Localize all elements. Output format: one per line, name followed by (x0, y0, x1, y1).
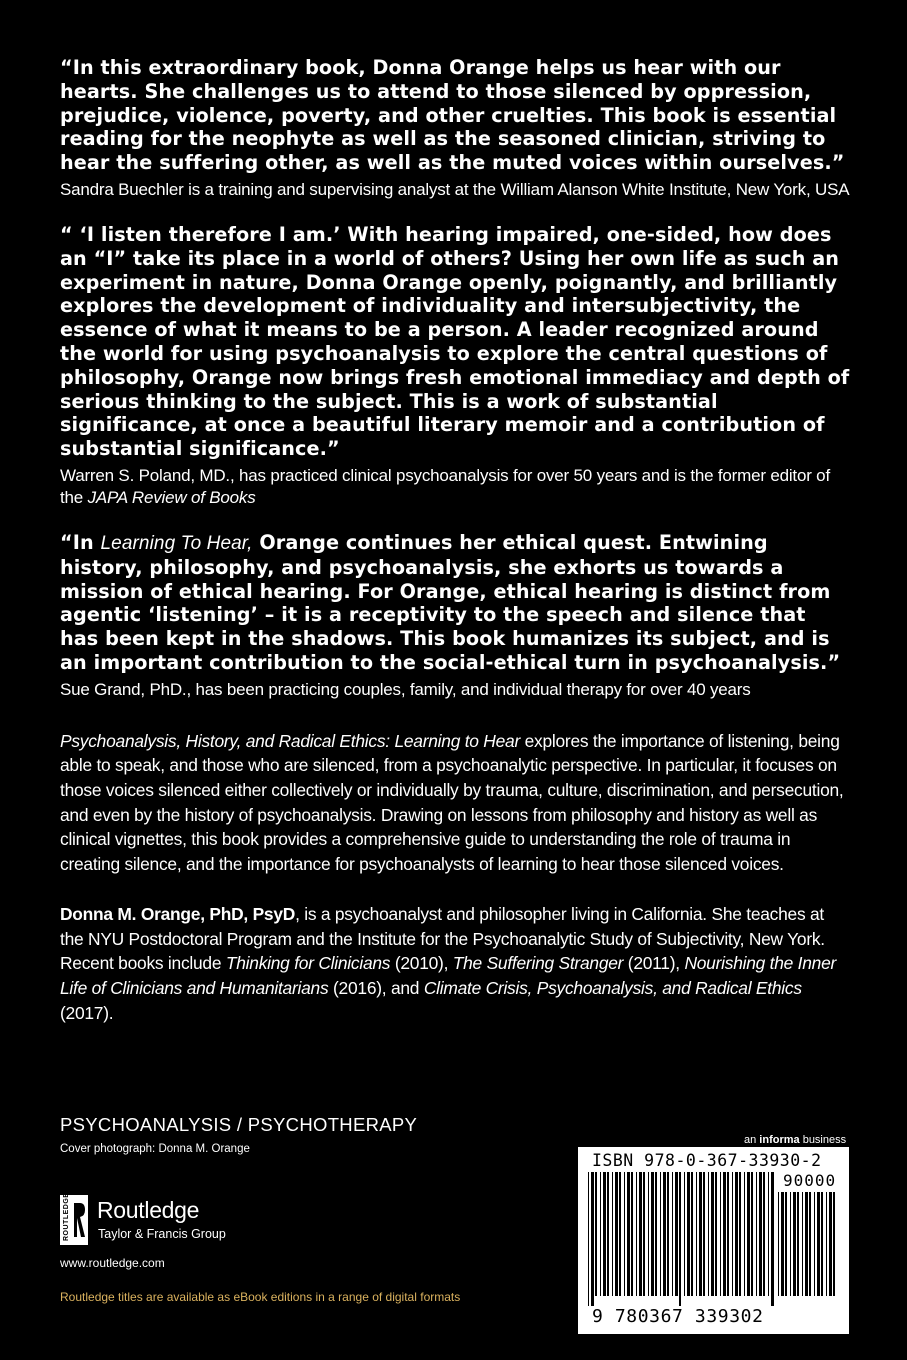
barcode-bar (684, 1172, 685, 1296)
endorsement-attribution: Warren S. Poland, MD., has practiced clinical psychoanalysis for over 50 years and is the former editor of the JAPA Review of Books (60, 465, 830, 507)
endorsement-3 (60, 531, 850, 701)
barcode-bar (809, 1192, 811, 1296)
ean-number: 9 780367 339302 (592, 1306, 764, 1327)
endorsement-quote: “ ‘I listen therefore I am.’ With hearing impaired, one-sided, how does an “I” take its place in a world of others? Using her own life as such an experiment in nature, Donna Orange openly, poignantly, and brilliantly explores the development of individuality and intersubjectivity, the essence of what it means to be a person. A leader recognized around the world for using psychoanalysis to explore the central questions of philosophy, Orange now brings fresh emotional immediacy and depth of serious thinking to the subject. This is a work of substantial significance, at once a beautiful literary memoir and a contribution of substantial significance.” (60, 222, 850, 461)
subject-category: PSYCHOANALYSIS / PSYCHOTHERAPY (60, 1114, 418, 1135)
endorsement-attribution: Sue Grand, PhD., has been practicing couples, family, and individual therapy for over 40 years (60, 679, 751, 699)
barcode-bar (600, 1172, 601, 1296)
publisher-name: Routledge (97, 1197, 200, 1223)
barcode-bar (785, 1192, 787, 1296)
barcode-bar (679, 1172, 681, 1306)
barcode-bar (636, 1172, 637, 1296)
endorsement-quote: “In this extraordinary book, Donna Orange helps us hear with our hearts. She challenges us to attend to those silenced by oppression, prejudice, violence, poverty, and other cruelties. This book is essential reading for the neophyte as well as the seasoned clinician, striving to hear the suffering other, as well as the muted voices within ourselves.” (60, 56, 845, 175)
barcode-bar (639, 1172, 642, 1296)
barcode-bar (744, 1172, 745, 1296)
barcode-bar (756, 1172, 757, 1296)
book-title: Learning To Hear, (100, 532, 253, 554)
barcode-bar (805, 1192, 808, 1296)
barcode-bar (814, 1192, 815, 1296)
barcode-bar (826, 1192, 827, 1296)
barcode-bar (624, 1172, 625, 1296)
barcode-bar (691, 1172, 693, 1296)
barcode-bar (732, 1172, 733, 1296)
barcode-bar (660, 1172, 661, 1296)
barcode-bar (595, 1172, 597, 1296)
journal-title: JAPA Review of Books (87, 487, 256, 507)
endorsement-2 (60, 223, 850, 509)
barcode-bar (663, 1172, 666, 1296)
barcode-bar (790, 1192, 791, 1296)
barcode-bar (631, 1172, 633, 1296)
barcode-addon-number: 90000 (783, 1171, 837, 1190)
barcode-bar (793, 1192, 796, 1296)
barcode-bar (643, 1172, 645, 1296)
barcode-bar (781, 1192, 784, 1296)
barcode-bar (802, 1192, 803, 1296)
barcode-bar (655, 1172, 657, 1296)
isbn-barcode (578, 1147, 849, 1334)
barcode-bar (727, 1172, 729, 1296)
barcode-bar (591, 1172, 594, 1306)
back-cover-content (60, 56, 850, 1025)
barcode-bar (797, 1192, 799, 1296)
ebook-note: Routledge titles are available as eBook editions in a range of digital formats (60, 1290, 461, 1304)
barcode-bar (771, 1172, 774, 1306)
barcode-bar (648, 1172, 649, 1296)
barcode-bar (715, 1172, 717, 1296)
barcode-bar (696, 1172, 697, 1296)
ean-barcode-bars (588, 1172, 774, 1306)
author-bio: Donna M. Orange, PhD, PsyD, is a psychoanalyst and philosopher living in California. She teaches at the NYU Postdoctoral Program and the Institute for the Psychoanalytic Study of Subjectivity, New York. Recent books include Thinking for Clinicians (2010), The Suffering Stranger (2011), Nourishing the Inner Life of Clinicians and Humanitarians (2016), and Climate Crisis, Psychoanalysis, and Radical Ethics (2017). (60, 904, 837, 1023)
barcode-bar (615, 1172, 618, 1296)
addon-barcode-bars (778, 1192, 840, 1306)
routledge-r-icon: ROUTLEDGE (60, 1195, 88, 1245)
barcode-bar (607, 1172, 609, 1296)
isbn-number: ISBN 978-0-367-33930-2 (592, 1151, 822, 1170)
barcode-bar (720, 1172, 721, 1296)
barcode-bar (708, 1172, 709, 1296)
book-title: Psychoanalysis, History, and Radical Ethics: Learning to Hear (60, 730, 520, 751)
barcode-bar (699, 1172, 702, 1296)
barcode-bar (747, 1172, 750, 1296)
barcode-bar (687, 1172, 690, 1296)
endorsement-1 (60, 56, 850, 201)
barcode-bar (817, 1192, 820, 1296)
barcode-bar (833, 1192, 835, 1296)
barcode-bar (829, 1192, 832, 1296)
barcode-bar (675, 1172, 678, 1296)
endorsement-attribution: Sandra Buechler is a training and supervising analyst at the William Alanson White Institute, New York, USA (60, 179, 850, 199)
barcode-bar (739, 1172, 741, 1296)
barcode-bar (759, 1172, 762, 1296)
barcode-bar (768, 1172, 769, 1296)
endorsement-quote: “In Learning To Hear, Orange continues her ethical quest. Entwining history, philosophy, and psychoanalysis, she exhorts us towards a mission of ethical hearing. For Orange, ethical hearing is distinct from agentic ‘listening’ – it is a receptivity to the speech and silence that has been kept in the shadows. This book humanizes its subject, and is an important contribution to the social-ethical turn in psychoanalysis.” (60, 530, 841, 674)
publisher-group: Taylor & Francis Group (98, 1227, 226, 1241)
barcode-bar (711, 1172, 714, 1296)
barcode-bar (612, 1172, 613, 1296)
barcode-bar (619, 1172, 621, 1296)
barcode-bar (778, 1192, 779, 1296)
publisher-logo (60, 1192, 260, 1245)
informa-tagline: an informa business (744, 1134, 847, 1146)
barcode-bar (651, 1172, 654, 1296)
barcode-bar (751, 1172, 753, 1296)
barcode-bar (627, 1172, 630, 1296)
barcode-bar (667, 1172, 669, 1296)
barcode-bar (603, 1172, 606, 1296)
barcode-bar (703, 1172, 705, 1296)
barcode-bar (723, 1172, 726, 1296)
barcode-bar (763, 1172, 765, 1296)
publisher-website[interactable]: www.routledge.com (60, 1256, 165, 1270)
barcode-bar (821, 1192, 823, 1296)
book-description: Psychoanalysis, History, and Radical Ethics: Learning to Hear explores the importance of listening, being able to speak, and those who are silenced, from a psychoanalytic perspective. In particular, it focuses on those voices silenced either collectively or individually by trauma, culture, discrimination, and persecution, and even by the history of psychoanalysis. Drawing on lessons from philosophy and history as well as clinical vignettes, this book provides a comprehensive guide to understanding the role of trauma in creating silence, and the importance for psychoanalysts of learning to hear those silenced voices. (60, 730, 844, 874)
photo-credit: Cover photograph: Donna M. Orange (60, 1143, 250, 1155)
barcode-bar (588, 1172, 589, 1306)
barcode-bar (672, 1172, 673, 1296)
barcode-bar (735, 1172, 738, 1296)
author-name: Donna M. Orange, PhD, PsyD (60, 904, 296, 925)
